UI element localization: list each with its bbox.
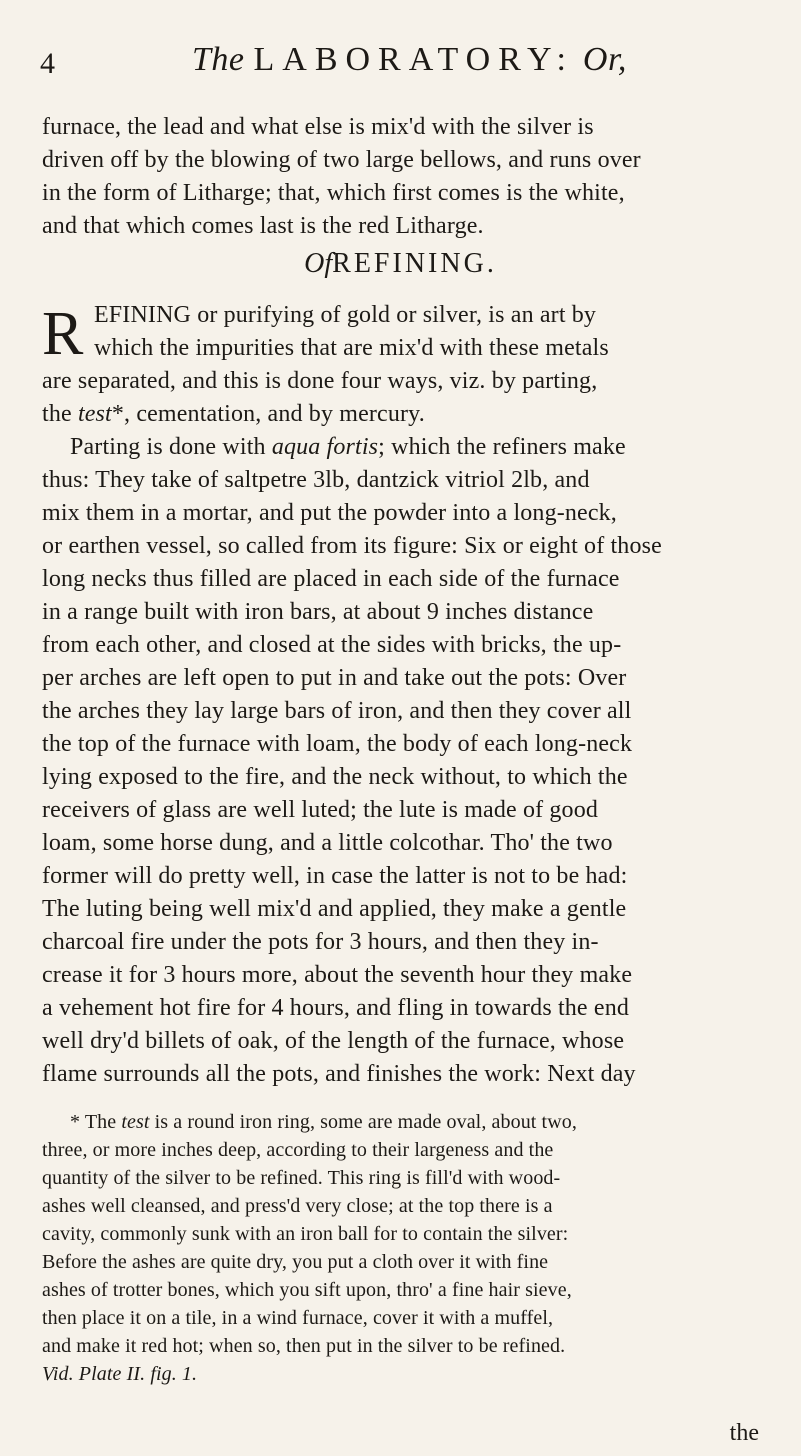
body-italic-test: test <box>77 401 112 427</box>
intro-line: driven off by the blowing of two large bellows, and runs over <box>42 147 641 173</box>
body-text: ; which the refiners make <box>378 434 626 460</box>
footnote-line: ashes of trotter bones, which you sift upon, thro' a fine hair sieve, <box>42 1279 572 1301</box>
body-line: long necks thus filled are placed in each side of the furnace <box>42 566 620 592</box>
body-line: receivers of glass are well luted; the lute is made of good <box>42 797 598 823</box>
body-text: the <box>42 401 72 427</box>
body-line: from each other, and closed at the sides with bricks, the up- <box>42 632 622 658</box>
section-heading <box>0 248 801 280</box>
footnote-line <box>70 1110 790 1134</box>
footnote-line: quantity of the silver to be refined. This ring is fill'd with wood- <box>42 1167 561 1189</box>
body-line: flame surrounds all the pots, and finishes the work: Next day <box>42 1061 636 1087</box>
body-text: Parting is done with <box>70 434 266 460</box>
footnote-line: and make it red hot; when so, then put in the silver to be refined. <box>42 1335 566 1357</box>
intro-line: in the form of Litharge; that, which first comes is the white, <box>42 180 625 206</box>
body-line <box>70 432 790 462</box>
running-title-or: Or, <box>582 41 627 78</box>
body-line: former will do pretty well, in case the latter is not to be had: <box>42 863 628 889</box>
body-line: a vehement hot fire for 4 hours, and fling in towards the end <box>42 995 629 1021</box>
intro-line: furnace, the lead and what else is mix'd with the silver is <box>42 114 594 140</box>
running-title <box>192 40 627 80</box>
running-title-laboratory: LABORATORY: <box>253 41 574 78</box>
section-heading-title: REFINING. <box>332 248 497 279</box>
body-line: or earthen vessel, so called from its figure: Six or eight of those <box>42 533 662 559</box>
body-line: mix them in a mortar, and put the powder into a long-neck, <box>42 500 617 526</box>
body-line: in a range built with iron bars, at about 9 inches distance <box>42 599 594 625</box>
body-line: are separated, and this is done four ways, viz. by parting, <box>42 368 598 394</box>
catchword: the <box>729 1420 759 1446</box>
body-line: well dry'd billets of oak, of the length of the furnace, whose <box>42 1028 625 1054</box>
footnote-line: three, or more inches deep, according to their largeness and the <box>42 1139 554 1161</box>
body-italic-aqua-fortis: aqua fortis <box>271 434 379 460</box>
body-line: which the impurities that are mix'd with these metals <box>94 335 609 361</box>
body-line: crease it for 3 hours more, about the seventh hour they make <box>42 962 633 988</box>
running-title-the: The <box>192 41 245 78</box>
running-header <box>40 40 760 80</box>
body-line: the top of the furnace with loam, the body of each long-neck <box>42 731 633 757</box>
footnote-text: is a round iron ring, some are made oval, about two, <box>154 1111 577 1133</box>
footnote-line: Before the ashes are quite dry, you put a cloth over it with fine <box>42 1251 549 1273</box>
body-line: EFINING or purifying of gold or silver, is an art by <box>94 302 597 328</box>
body-text: *, cementation, and by mercury. <box>111 401 425 427</box>
footnote-italic-test: test <box>121 1111 150 1133</box>
section-heading-of: Of <box>304 248 333 279</box>
footnote-line: cavity, commonly sunk with an iron ball for to contain the silver: <box>42 1223 569 1245</box>
body-line: per arches are left open to put in and take out the pots: Over <box>42 665 627 691</box>
drop-capital: R <box>42 300 84 368</box>
intro-line: and that which comes last is the red Litharge. <box>42 213 484 239</box>
footnote-plate-reference: Vid. Plate II. fig. 1. <box>42 1363 198 1385</box>
body-line: charcoal fire under the pots for 3 hours, and then they in- <box>42 929 599 955</box>
body-line: thus: They take of saltpetre 3lb, dantzick vitriol 2lb, and <box>42 467 590 493</box>
body-line: the arches they lay large bars of iron, and then they cover all <box>42 698 632 724</box>
body-line: lying exposed to the fire, and the neck without, to which the <box>42 764 628 790</box>
footnote-text: * The <box>70 1111 117 1133</box>
body-line: loam, some horse dung, and a little colcothar. Tho' the two <box>42 830 613 856</box>
body-line <box>42 399 762 429</box>
footnote-line: ashes well cleansed, and press'd very close; at the top there is a <box>42 1195 553 1217</box>
footnote-line: then place it on a tile, in a wind furnace, cover it with a muffel, <box>42 1307 554 1329</box>
page-number: 4 <box>40 47 55 80</box>
body-line: The luting being well mix'd and applied, they make a gentle <box>42 896 627 922</box>
